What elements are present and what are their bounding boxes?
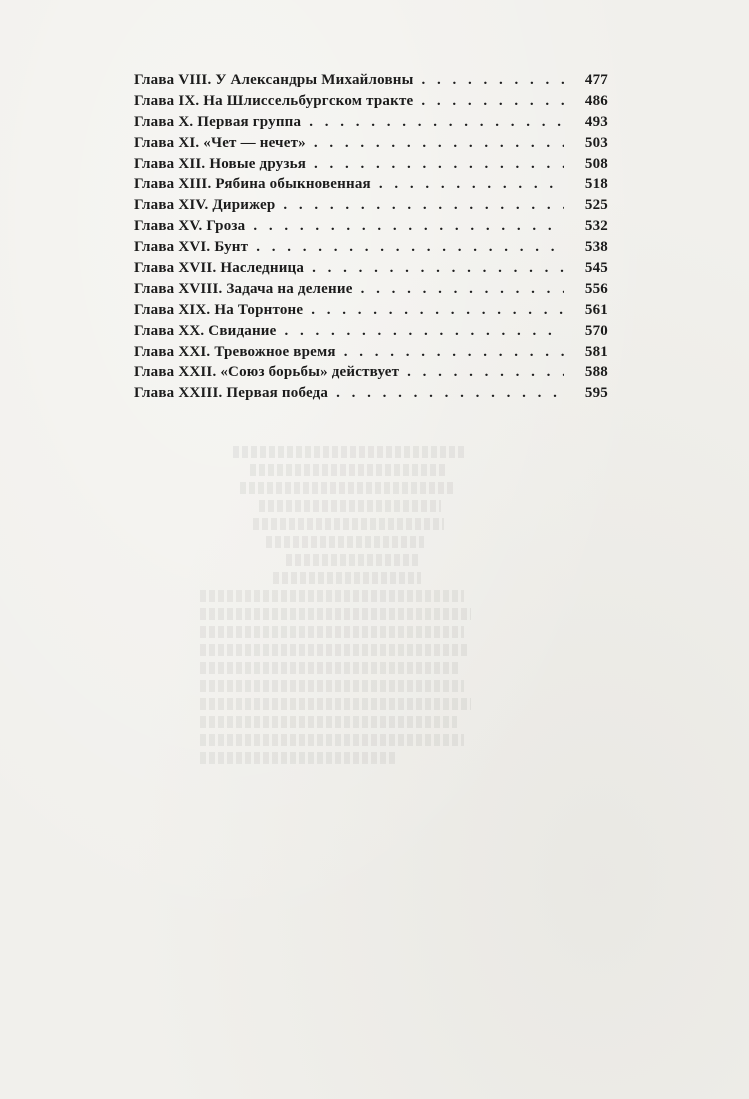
toc-entry [134, 218, 608, 239]
dot-leader [285, 323, 565, 340]
toc-entry [134, 197, 608, 218]
toc-entry-title: Глава XIX. На Торнтоне [134, 301, 304, 318]
dot-leader [379, 176, 564, 193]
toc-entry-title: Глава XVI. Бунт [134, 239, 249, 256]
toc-entry [134, 156, 608, 177]
toc-entry [134, 260, 608, 281]
bleed-through-text [200, 440, 530, 820]
toc-entry-title: Глава XII. Новые друзья [134, 155, 307, 172]
toc-entry [134, 364, 608, 385]
toc-entry-page: 570 [584, 322, 608, 339]
toc-entry-page: 508 [584, 155, 608, 172]
dot-leader [283, 197, 564, 214]
toc-entry-page: 581 [584, 343, 608, 360]
toc-entry [134, 93, 608, 114]
dot-leader [361, 281, 564, 298]
toc-entry-page: 545 [584, 260, 608, 277]
toc-entry [134, 302, 608, 323]
toc-entry-title: Глава XIII. Рябина обыкновенная [134, 176, 371, 193]
toc-entry-title: Глава XIV. Дирижер [134, 197, 276, 214]
table-of-contents [134, 72, 608, 406]
toc-entry-page: 556 [584, 280, 608, 297]
toc-entry-title: Глава XXII. «Союз борьбы» действует [134, 364, 400, 381]
toc-entry [134, 281, 608, 302]
toc-entry-page: 477 [584, 72, 608, 88]
toc-entry-title: Глава XXIII. Первая победа [134, 385, 329, 402]
toc-entry-page: 588 [584, 364, 608, 381]
toc-entry [134, 385, 608, 406]
dot-leader [314, 156, 564, 173]
toc-entry-title: Глава XV. Гроза [134, 218, 246, 235]
dot-leader [253, 218, 564, 235]
toc-entry-title: Глава XXI. Тревожное время [134, 343, 336, 360]
dot-leader [407, 364, 564, 381]
toc-entry-title: Глава XVIII. Задача на деление [134, 280, 353, 297]
toc-entry-title: Глава XI. «Чет — нечет» [134, 134, 306, 151]
toc-entry [134, 72, 608, 93]
toc-entry [134, 114, 608, 135]
dot-leader [422, 72, 564, 89]
toc-entry [134, 323, 608, 344]
toc-entry [134, 135, 608, 156]
dot-leader [344, 344, 564, 361]
toc-entry-page: 561 [584, 301, 608, 318]
dot-leader [336, 385, 564, 402]
toc-entry-page: 595 [584, 385, 608, 402]
toc-entry-title: Глава X. Первая группа [134, 113, 302, 130]
toc-entry-title: Глава VIII. У Александры Михайловны [134, 72, 414, 88]
toc-entry [134, 176, 608, 197]
dot-leader [421, 93, 564, 110]
toc-entry-page: 503 [584, 134, 608, 151]
dot-leader [256, 239, 564, 256]
toc-entry-page: 525 [584, 197, 608, 214]
toc-entry-page: 518 [584, 176, 608, 193]
toc-entry-page: 486 [584, 92, 608, 109]
toc-entry-title: Глава IX. На Шлиссельбургском тракте [134, 92, 414, 109]
dot-leader [309, 114, 564, 131]
dot-leader [311, 302, 564, 319]
toc-entry [134, 239, 608, 260]
toc-entry-title: Глава XVII. Наследница [134, 260, 305, 277]
toc-entry-title: Глава XX. Свидание [134, 322, 277, 339]
toc-entry [134, 344, 608, 365]
dot-leader [312, 260, 564, 277]
toc-entry-page: 538 [584, 239, 608, 256]
toc-entry-page: 493 [584, 113, 608, 130]
dot-leader [314, 135, 564, 152]
toc-entry-page: 532 [584, 218, 608, 235]
